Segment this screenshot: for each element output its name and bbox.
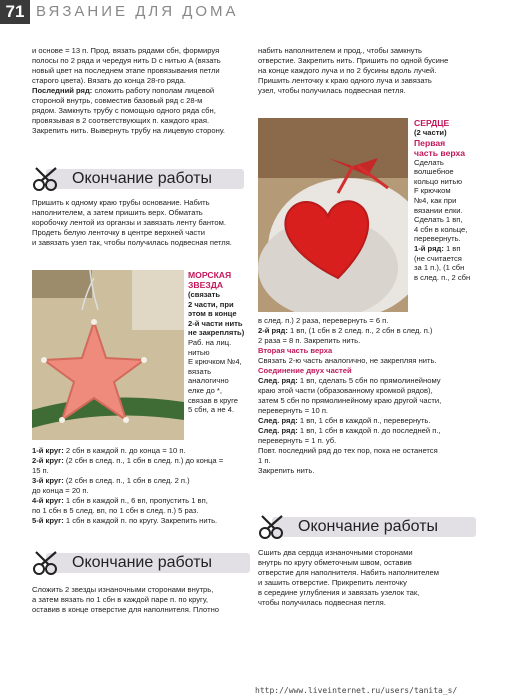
round-line [32, 476, 250, 486]
text-line: Сшить два сердца изнаночными сторонами [258, 548, 413, 557]
heart-line: Сделать [414, 157, 444, 167]
row-text: перевернуть = 1 п. уб. [258, 436, 337, 445]
row-text: 1 вп, (1 сбн в 2 след. п., 2 сбн в след. п.) [287, 326, 433, 335]
row-text: затем 5 сбн по прямолинейному краю другой части, [258, 396, 442, 405]
text-line: старого цвета). Вязать до конца 28-го ряда. [32, 76, 186, 85]
text-line: и завязать узел так, чтобы получилась подвесная петля. [32, 238, 232, 247]
banner-title: Окончание работы [72, 170, 213, 187]
row-text: Закрепить нить. [258, 466, 315, 475]
text-line: провязывая в 2 соответствующих п. каждого края. [32, 116, 210, 125]
row-text: 1 п. [258, 456, 271, 465]
text-line: и зашить отверстие. Прикрепить ленточку [258, 578, 407, 587]
last-row-line [32, 86, 247, 96]
heart-line: Сделать 1 вп, [414, 215, 463, 225]
heart-line: кольцо нитью [414, 176, 463, 186]
heart-caption [414, 118, 494, 282]
second-part-text: Связать 2-ю часть аналогично, не закрепляя нить. [258, 356, 437, 365]
round-cont: по 1 сбн в 5 след. вп, по 1 сбн в след. п.) 5 раз. [32, 506, 199, 515]
text-line: коробочку лентой из органзы и завязать ленту бантом. [32, 218, 226, 227]
round-text: (2 сбн в след. п., 1 сбн в след. п.) до конца = [63, 456, 224, 465]
star-line: аналогично [188, 376, 229, 386]
row-line [258, 446, 492, 456]
banner-title: Окончание работы [298, 518, 439, 535]
text-line: Продеть белую ленточку в центре верхней части [32, 228, 205, 237]
heart-line: №4, как при [414, 195, 457, 205]
row-text: в след. п.) 2 раза, перевернуть = 6 п. [258, 316, 389, 325]
round-line [32, 446, 250, 456]
round-text: (2 сбн в след. п., 1 сбн в след. 2 п.) [63, 476, 190, 485]
section-banner [258, 514, 476, 540]
row-line [258, 376, 492, 386]
section-banner [32, 166, 244, 192]
round-label: 3-й круг: [32, 476, 64, 485]
heart-row1 [414, 244, 494, 254]
star-line: вязать [188, 366, 212, 376]
star-line: 5 сбн, а не 4. [188, 405, 235, 415]
round-text: 1 сбн в каждой п. по кругу. Закрепить нить. [63, 516, 218, 525]
right-intro-text [258, 46, 488, 96]
row-label: 1-й ряд: [414, 243, 444, 253]
round-text: 1 сбн в каждой п., 6 вп, пропустить 1 вп, [63, 496, 208, 505]
row-line [258, 406, 492, 416]
text-line: в середине углубления и завязать узелок так, [258, 588, 420, 597]
star-photo [32, 270, 184, 440]
round-label: 5-й круг: [32, 516, 64, 525]
star-line: елке до *, [188, 385, 222, 395]
join-title: Соединение двух частей [258, 366, 352, 375]
text-line: полосы по 2 ряда и чередуя нить D с нитью A (вязать [32, 56, 221, 65]
source-url: http://www.liveinternet.ru/users/tanita_s/ [255, 686, 458, 695]
row-text: краю этой части (образованному кромкой рядов), [258, 386, 433, 395]
text-line: набить наполнителем и прод., чтобы замкнуть [258, 46, 423, 55]
row-line [258, 316, 492, 326]
heart-line: в след. п., 2 сбн [414, 272, 471, 282]
text-line: узел, чтобы получилась подвесная петля. [258, 86, 406, 95]
text-line: Сложить 2 звезды изнаночными сторонами внутрь, [32, 585, 214, 594]
row-text: 1 вп, 1 сбн в каждой п., перевернуть. [297, 416, 431, 425]
text-line: Пришить ленточку к краю одного луча и завязать [258, 76, 432, 85]
star-note: 2 части, при [188, 299, 234, 309]
row-text: 2 раза = 8 п. Закрепить нить. [258, 336, 361, 345]
round-text: 2 сбн в каждой п. до конца = 10 п. [63, 446, 186, 455]
row-label: След. ряд: [258, 376, 298, 385]
text-line: чтобы получилась подвесная петля. [258, 598, 386, 607]
star-note: 2-й части нить [188, 318, 243, 328]
heart-subtitle: часть верха [414, 147, 466, 158]
round-line [32, 456, 250, 466]
finish-text [32, 198, 247, 248]
star-rounds [32, 446, 250, 526]
heart-line: 4 сбн в кольце, [414, 224, 468, 234]
row-line [258, 396, 492, 406]
page-number: 71 [0, 0, 30, 24]
row-line [258, 336, 492, 346]
star-note: (связать [188, 290, 221, 299]
text-line: рядом. Замкнуть трубу с помощью одного ряда сбн, [32, 106, 216, 115]
text-line: отверстие для наполнителя. Набить наполнителем [258, 568, 439, 577]
heart-rows [258, 316, 492, 476]
round-line [32, 516, 250, 526]
row-text: 1 вп, 1 сбн в каждой п. до последней п., [297, 426, 441, 435]
scissors-icon [32, 166, 62, 192]
star-title: МОРСКАЯ [188, 270, 232, 280]
row-text: 1 вп [443, 243, 461, 253]
heart-photo [258, 118, 408, 312]
page-header [0, 0, 507, 24]
text-line: оставив в конце отверстие для наполнителя. Плотно [32, 605, 219, 614]
heart-line: F крючком [414, 186, 451, 196]
row-line [258, 386, 492, 396]
text-line: и основе = 13 п. Прод. вязать рядами сбн, формируя [32, 46, 220, 55]
star-caption [188, 270, 252, 415]
star-note: этом в конце [188, 309, 237, 319]
section-banner [32, 550, 250, 576]
scissors-icon [258, 514, 288, 540]
star-finish-text [32, 585, 250, 615]
heart-line: перевернуть. [414, 234, 461, 244]
section-title: ВЯЗАНИЕ ДЛЯ ДОМА [36, 3, 239, 20]
last-row-text: сложить работу пополам лицевой [92, 86, 215, 95]
row-line [258, 466, 492, 476]
row-line [258, 436, 492, 446]
heart-subtitle: Первая [414, 137, 446, 148]
heart-line: вязании елки. [414, 205, 463, 215]
star-note: не закреплять) [188, 328, 245, 338]
text-line: Пришить к одному краю трубы основание. Набить [32, 198, 210, 207]
row-text: Повт. последний ряд до тех пор, пока не останется [258, 446, 438, 455]
heart-line: за 1 п.), (1 сбн [414, 263, 465, 273]
banner-title: Окончание работы [72, 554, 213, 571]
star-line: нитью [188, 347, 210, 357]
row-text: перевернуть = 10 п. [258, 406, 329, 415]
text-line: наполнителем, а затем пришить верх. Обматать [32, 208, 203, 217]
scissors-icon [32, 550, 62, 576]
text-line: новый цвет на последнем этапе провязывания петли [32, 66, 220, 75]
star-line: связав в круге [188, 395, 238, 405]
text-line: на конце каждого луча и по 2 бусины вдоль лучей. [258, 66, 437, 75]
row-label: След. ряд: [258, 426, 298, 435]
round-label: 4-й круг: [32, 496, 64, 505]
heart-line: волшебное [414, 167, 454, 177]
star-line: E крючком №4, [188, 357, 242, 367]
text-line: отверстие. Закрепить нить. Пришить по одной бусине [258, 56, 449, 65]
round-line [32, 496, 250, 506]
round-cont: 15 п. [32, 466, 49, 475]
round-cont: до конца = 20 п. [32, 486, 89, 495]
text-line: а затем вязать по 1 сбн в каждой паре п. по кругу, [32, 595, 208, 604]
row-label: 2-й ряд: [258, 326, 288, 335]
round-label: 2-й круг: [32, 456, 64, 465]
row-line [258, 426, 492, 436]
left-intro-text [32, 46, 247, 136]
text-line: стороной внутрь, совместив базовый ряд с 28-м [32, 96, 203, 105]
row-line [258, 326, 492, 336]
row-text: 1 вп, сделать 5 сбн по прямолинейному [297, 376, 441, 385]
heart-parts: (2 части) [414, 128, 447, 137]
last-row-label: Последний ряд: [32, 86, 93, 95]
row-line [258, 416, 492, 426]
round-label: 1-й круг: [32, 446, 64, 455]
second-part-title: Вторая часть верха [258, 346, 333, 355]
text-line: внутрь по кругу обметочным швом, оставив [258, 558, 412, 567]
heart-line: (не считается [414, 253, 462, 263]
heart-finish-text [258, 548, 488, 608]
text-line: Закрепить нить. Вывернуть трубу на лицевую сторону. [32, 126, 225, 135]
star-title: ЗВЕЗДА [188, 280, 224, 290]
row-label: След. ряд: [258, 416, 298, 425]
heart-title: СЕРДЦЕ [414, 118, 450, 128]
row-line [258, 456, 492, 466]
star-line: Раб. на лиц. [188, 337, 232, 347]
